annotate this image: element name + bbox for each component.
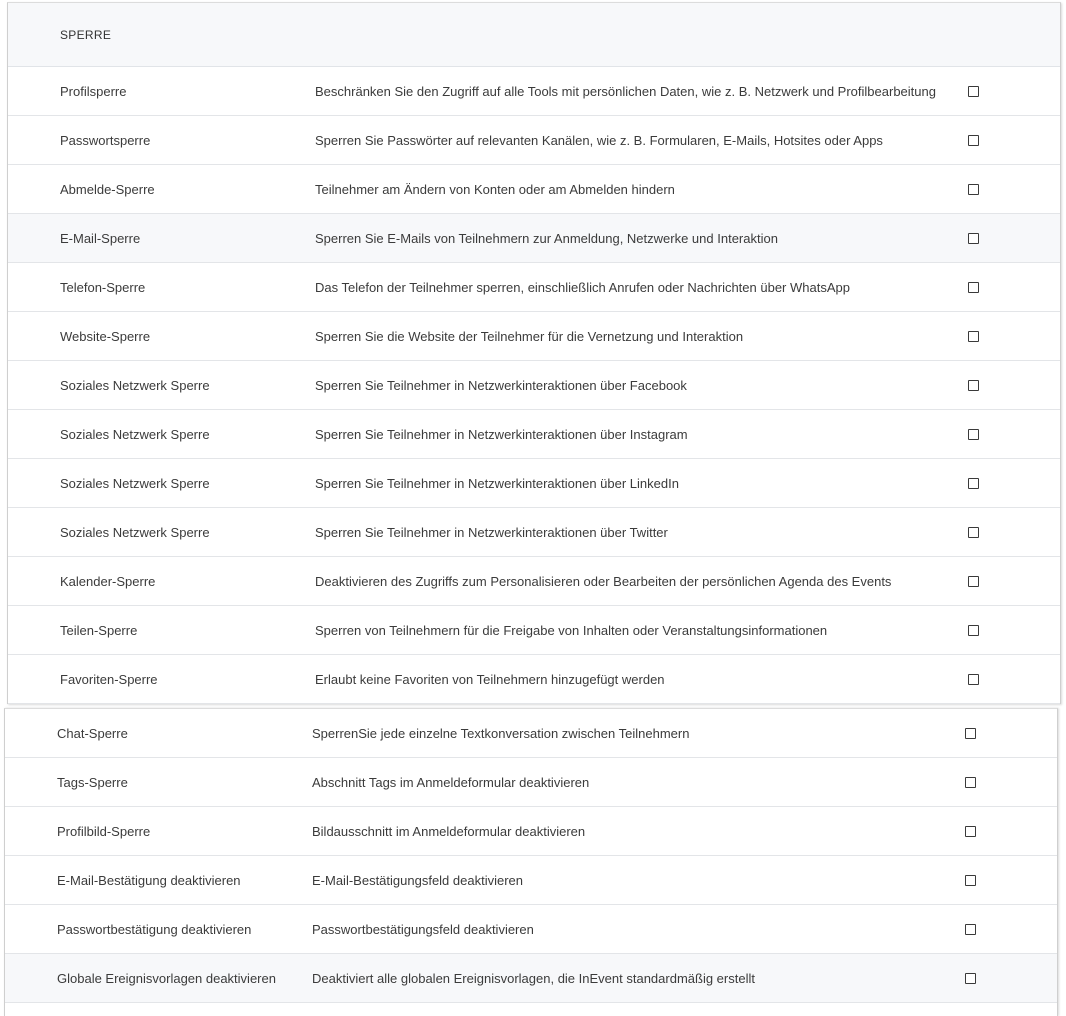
setting-row-global-templates-disable xyxy=(5,954,1057,1003)
setting-description: Teilnehmer am Ändern von Konten oder am Abmelden hindern xyxy=(315,181,675,197)
section-header xyxy=(8,3,1060,67)
setting-row-chat-lock xyxy=(5,709,1057,758)
setting-name: Passwortbestätigung deaktivieren xyxy=(57,921,252,937)
setting-description: Sperren Sie E-Mails von Teilnehmern zur Anmeldung, Netzwerke und Interaktion xyxy=(315,230,778,246)
setting-description: Sperren Sie die Website der Teilnehmer für die Vernetzung und Interaktion xyxy=(315,328,744,344)
checkbox-cell xyxy=(965,807,976,855)
linkedin-lock-checkbox[interactable] xyxy=(968,478,979,489)
setting-description: Deaktivieren des Zugriffs zum Personalisieren oder Bearbeiten der persönlichen Agenda des Events xyxy=(315,573,892,589)
setting-description: Sperren Sie Teilnehmer in Netzwerkinteraktionen über Facebook xyxy=(315,377,687,393)
setting-row-linkedin-lock xyxy=(8,459,1060,508)
email-lock-checkbox[interactable] xyxy=(968,233,979,244)
phone-lock-checkbox[interactable] xyxy=(968,282,979,293)
setting-row-profile-image-lock xyxy=(5,807,1057,856)
checkbox-cell xyxy=(965,954,976,1002)
setting-name: Teilen-Sperre xyxy=(60,622,138,638)
setting-name: E-Mail-Sperre xyxy=(60,230,141,246)
setting-name: Chat-Sperre xyxy=(57,725,128,741)
setting-name: Favoriten-Sperre xyxy=(60,671,158,687)
checkbox-cell xyxy=(968,361,979,409)
checkbox-cell xyxy=(965,758,976,806)
checkbox-cell xyxy=(968,606,979,654)
setting-row-calendar-lock xyxy=(8,557,1060,606)
setting-row-phone-lock xyxy=(8,263,1060,312)
checkbox-cell xyxy=(965,709,976,757)
checkbox-cell xyxy=(968,312,979,360)
checkbox-cell xyxy=(965,905,976,953)
setting-description: Sperren Sie Teilnehmer in Netzwerkinteraktionen über Instagram xyxy=(315,426,688,442)
chat-lock-checkbox[interactable] xyxy=(965,728,976,739)
setting-name: Abmelde-Sperre xyxy=(60,181,155,197)
setting-description: Sperren von Teilnehmern für die Freigabe von Inhalten oder Veranstaltungsinformationen xyxy=(315,622,828,638)
favorites-lock-checkbox[interactable] xyxy=(968,674,979,685)
checkbox-cell xyxy=(968,410,979,458)
setting-row-facebook-lock xyxy=(8,361,1060,410)
setting-description: Bildausschnitt im Anmeldeformular deaktivieren xyxy=(312,823,586,839)
setting-name: Profilbild-Sperre xyxy=(57,823,151,839)
setting-name: E-Mail-Bestätigung deaktivieren xyxy=(57,872,241,888)
setting-name: Profilsperre xyxy=(60,83,127,99)
checkbox-cell xyxy=(968,508,979,556)
checkbox-cell xyxy=(968,655,979,703)
profile-lock-checkbox[interactable] xyxy=(968,86,979,97)
setting-description: SperrenSie jede einzelne Textkonversation zwischen Teilnehmern xyxy=(312,725,690,741)
instagram-lock-checkbox[interactable] xyxy=(968,429,979,440)
setting-name: Telefon-Sperre xyxy=(60,279,146,295)
setting-description: Abschnitt Tags im Anmeldeformular deaktivieren xyxy=(312,774,590,790)
checkbox-cell xyxy=(965,856,976,904)
setting-row-share-lock xyxy=(8,606,1060,655)
checkbox-cell xyxy=(968,214,979,262)
setting-description: Sperren Sie Teilnehmer in Netzwerkinteraktionen über Twitter xyxy=(315,524,668,540)
checkbox-cell xyxy=(968,263,979,311)
setting-name: Tags-Sperre xyxy=(57,774,128,790)
setting-name: Kalender-Sperre xyxy=(60,573,156,589)
setting-name: Soziales Netzwerk Sperre xyxy=(60,426,210,442)
setting-description: Sperren Sie Passwörter auf relevanten Kanälen, wie z. B. Formularen, E-Mails, Hotsites oder Apps xyxy=(315,132,883,148)
setting-row-password-lock xyxy=(8,116,1060,165)
checkbox-cell xyxy=(968,557,979,605)
setting-name: Soziales Netzwerk Sperre xyxy=(60,524,210,540)
setting-row-twitter-lock xyxy=(8,508,1060,557)
password-lock-checkbox[interactable] xyxy=(968,135,979,146)
logout-lock-checkbox[interactable] xyxy=(968,184,979,195)
setting-description: Erlaubt keine Favoriten von Teilnehmern hinzugefügt werden xyxy=(315,671,665,687)
setting-description: Beschränken Sie den Zugriff auf alle Tools mit persönlichen Daten, wie z. B. Netzwerk und Profilbearbeitung xyxy=(315,83,936,99)
profile-image-lock-checkbox[interactable] xyxy=(965,826,976,837)
setting-name: Globale Ereignisvorlagen deaktivieren xyxy=(57,970,276,986)
section-title: SPERRE xyxy=(60,27,112,42)
setting-row-password-confirmation-disable xyxy=(5,905,1057,954)
setting-description: Passwortbestätigungsfeld deaktivieren xyxy=(312,921,534,937)
setting-name: Website-Sperre xyxy=(60,328,151,344)
tags-lock-checkbox[interactable] xyxy=(965,777,976,788)
setting-description: Das Telefon der Teilnehmer sperren, einschließlich Anrufen oder Nachrichten über WhatsApp xyxy=(315,279,850,295)
email-confirmation-checkbox[interactable] xyxy=(965,875,976,886)
setting-row-profile-lock xyxy=(8,67,1060,116)
checkbox-cell xyxy=(968,459,979,507)
setting-row-tags-lock xyxy=(5,758,1057,807)
setting-row-email-confirmation-disable xyxy=(5,856,1057,905)
setting-row-website-lock xyxy=(8,312,1060,361)
setting-description: Sperren Sie Teilnehmer in Netzwerkinteraktionen über LinkedIn xyxy=(315,475,679,491)
checkbox-cell xyxy=(968,116,979,164)
calendar-lock-checkbox[interactable] xyxy=(968,576,979,587)
setting-name: Passwortsperre xyxy=(60,132,151,148)
facebook-lock-checkbox[interactable] xyxy=(968,380,979,391)
website-lock-checkbox[interactable] xyxy=(968,331,979,342)
password-confirmation-checkbox[interactable] xyxy=(965,924,976,935)
setting-row-instagram-lock xyxy=(8,410,1060,459)
setting-name: Soziales Netzwerk Sperre xyxy=(60,377,210,393)
checkbox-cell xyxy=(968,165,979,213)
setting-description: Deaktiviert alle globalen Ereignisvorlagen, die InEvent standardmäßig erstellt xyxy=(312,970,755,986)
setting-row-logout-lock xyxy=(8,165,1060,214)
twitter-lock-checkbox[interactable] xyxy=(968,527,979,538)
setting-row-email-lock xyxy=(8,214,1060,263)
share-lock-checkbox[interactable] xyxy=(968,625,979,636)
checkbox-cell xyxy=(968,67,979,115)
setting-name: Soziales Netzwerk Sperre xyxy=(60,475,210,491)
global-templates-checkbox[interactable] xyxy=(965,973,976,984)
setting-row-favorites-lock xyxy=(8,655,1060,704)
lock-settings-panel xyxy=(7,2,1061,704)
setting-description: E-Mail-Bestätigungsfeld deaktivieren xyxy=(312,872,523,888)
lock-settings-panel-continued xyxy=(4,708,1058,1016)
